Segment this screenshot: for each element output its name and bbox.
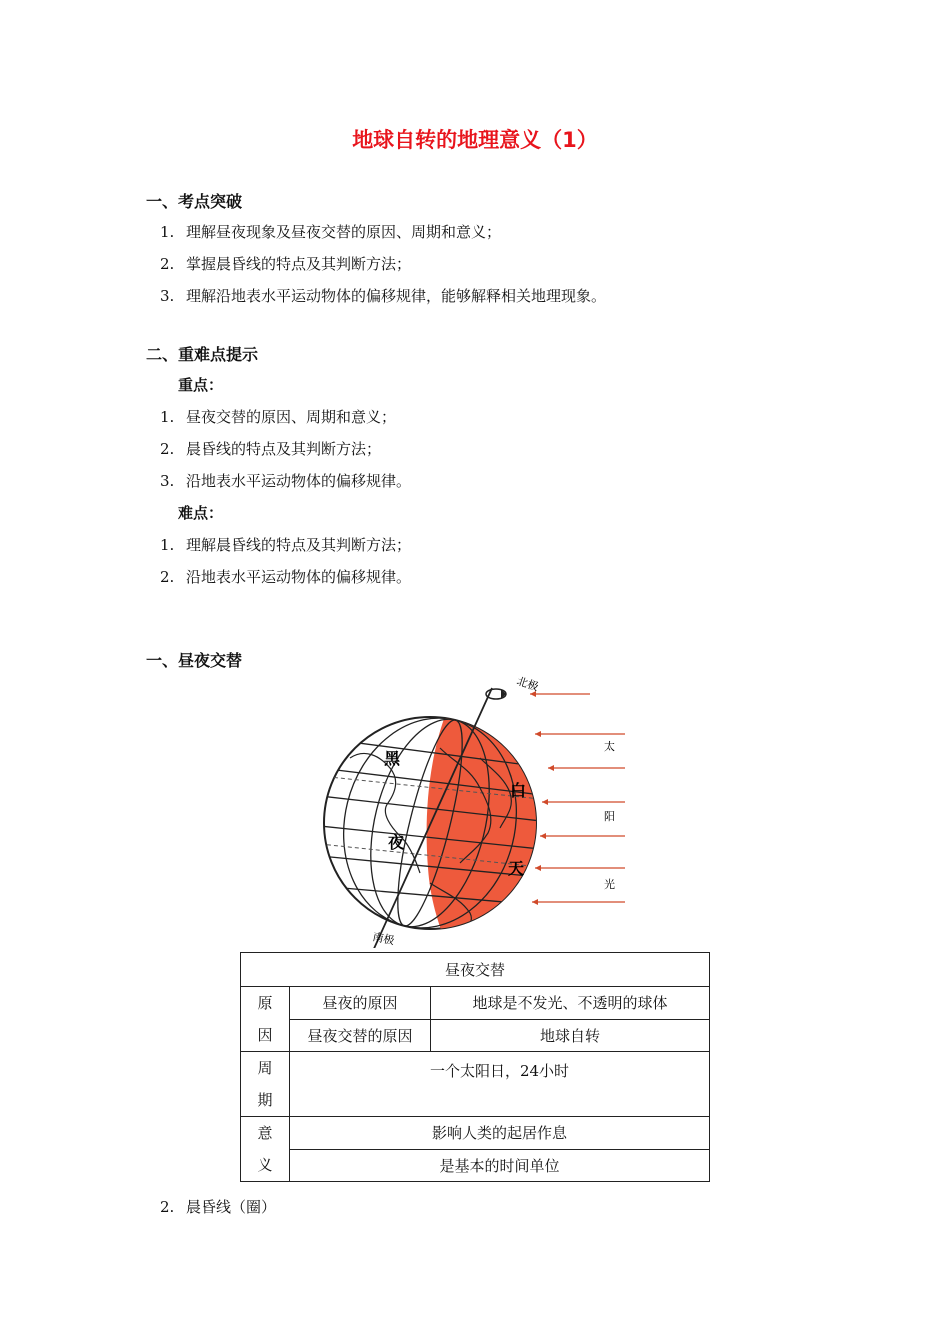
item-number: 2. — [160, 440, 175, 458]
sunlight-rays — [530, 694, 625, 902]
item-text: 理解昼夜现象及昼夜交替的原因、周期和意义； — [186, 223, 502, 241]
list-item — [160, 470, 411, 491]
item-number: 3. — [160, 472, 175, 490]
day-label-2: 天 — [508, 859, 525, 878]
section-heading-exam-points: 一、考点突破 — [146, 192, 243, 211]
item-text: 理解沿地表水平运动物体的偏移规律，能够解释相关地理现象。 — [186, 287, 607, 305]
item-number: 3. — [160, 287, 175, 305]
item-text: 理解晨昏线的特点及其判断方法； — [186, 536, 412, 554]
page-title: 地球自转的地理意义（1） — [352, 128, 598, 152]
day-night-globe-figure — [320, 668, 630, 948]
item-number: 1. — [160, 536, 175, 554]
table-header: 昼夜交替 — [241, 953, 710, 987]
key-points-label: 重点： — [178, 376, 224, 394]
list-item — [160, 221, 501, 242]
night-label-1: 黑 — [384, 749, 401, 768]
period-value: 一个太阳日，24小时 — [290, 1052, 710, 1117]
item-text: 掌握晨昏线的特点及其判断方法； — [186, 255, 412, 273]
table-cell: 地球自转 — [431, 1019, 710, 1052]
list-item — [160, 406, 396, 427]
globe-diagram — [320, 668, 630, 948]
night-label-2: 夜 — [388, 833, 405, 852]
item-text: 晨昏线的特点及其判断方法； — [186, 440, 382, 458]
day-label-1: 白 — [510, 781, 527, 800]
list-item — [160, 253, 411, 274]
meaning-label: 意 义 — [241, 1117, 290, 1182]
item-text: 沿地表水平运动物体的偏移规律。 — [186, 568, 412, 586]
sun-label-2: 阳 — [604, 810, 615, 823]
item-number: 2. — [160, 255, 175, 273]
item-number: 2. — [160, 1198, 175, 1216]
item-text: 晨昏线（圈） — [186, 1198, 277, 1216]
section-heading-day-night: 一、昼夜交替 — [146, 651, 243, 670]
item-number: 2. — [160, 568, 175, 586]
table-cell: 昼夜交替的原因 — [290, 1019, 431, 1052]
period-label: 周 期 — [241, 1052, 290, 1117]
list-item — [160, 566, 411, 587]
list-item — [160, 285, 606, 306]
list-item — [160, 534, 411, 555]
item-text: 昼夜交替的原因、周期和意义； — [186, 408, 397, 426]
north-pole-label: 北极 — [515, 674, 541, 694]
difficult-points-label: 难点： — [178, 504, 224, 522]
table-cell: 是基本的时间单位 — [290, 1149, 710, 1182]
table-cell: 昼夜的原因 — [290, 987, 431, 1020]
item-number: 1. — [160, 223, 175, 241]
south-pole-label: 南极 — [371, 930, 396, 948]
day-night-table — [240, 952, 710, 1182]
cause-label: 原 因 — [241, 987, 290, 1052]
table-cell: 影响人类的起居作息 — [290, 1117, 710, 1150]
list-item — [160, 1196, 276, 1217]
sun-label-3: 光 — [604, 878, 615, 891]
item-text: 沿地表水平运动物体的偏移规律。 — [186, 472, 412, 490]
list-item — [160, 438, 381, 459]
sun-label-1: 太 — [604, 740, 615, 753]
item-number: 1. — [160, 408, 175, 426]
table-cell: 地球是不发光、不透明的球体 — [431, 987, 710, 1020]
section-heading-key-difficult: 二、重难点提示 — [146, 345, 259, 364]
